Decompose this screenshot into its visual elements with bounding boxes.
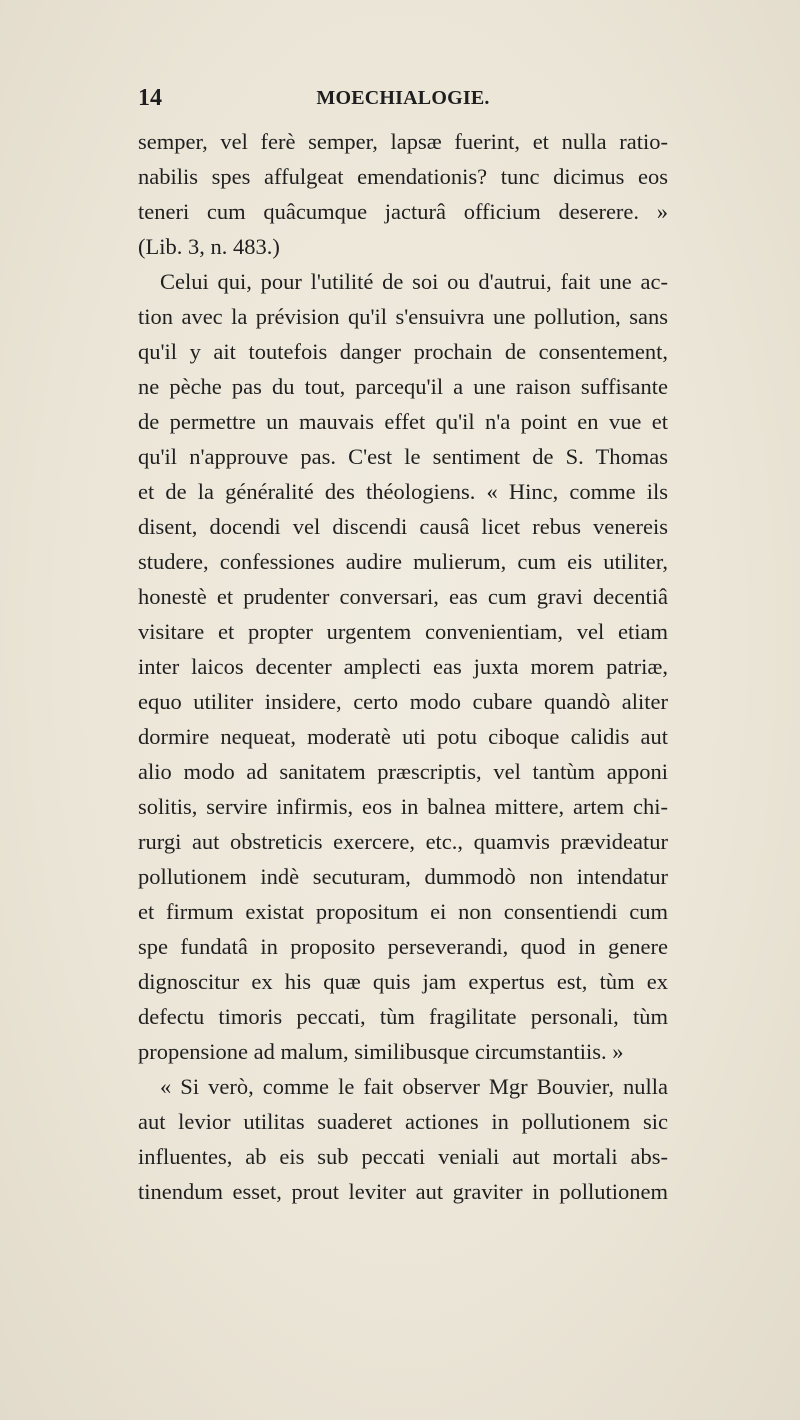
- text-line: disent, docendi vel discendi causâ licet rebus venereis: [138, 514, 668, 539]
- text-line: qu'il y ait toutefois danger prochain de consentement,: [138, 339, 668, 364]
- text-line: ne pèche pas du tout, parcequ'il a une raison suffisante: [138, 374, 668, 399]
- text-line: et firmum existat propositum ei non consentiendi cum: [138, 899, 668, 924]
- text-line: spe fundatâ in proposito perseverandi, quod in genere: [138, 934, 668, 959]
- text-line: qu'il n'approuve pas. C'est le sentiment de S. Thomas: [138, 444, 668, 469]
- text-line: equo utiliter insidere, certo modo cubare quandò aliter: [138, 689, 668, 714]
- text-line: Celui qui, pour l'utilité de soi ou d'autrui, fait une ac-: [160, 269, 668, 294]
- text-line: tinendum esset, prout leviter aut graviter in pollutionem: [138, 1179, 668, 1204]
- page-number: 14: [138, 85, 162, 111]
- text-line: de permettre un mauvais effet qu'il n'a point en vue et: [138, 409, 668, 434]
- text-line: aut levior utilitas suaderet actiones in pollutionem sic: [138, 1109, 668, 1134]
- text-line: rurgi aut obstreticis exercere, etc., quamvis prævideatur: [138, 829, 668, 854]
- text-line: semper, vel ferè semper, lapsæ fuerint, et nulla ratio-: [138, 129, 668, 154]
- body-text: [138, 124, 668, 1209]
- page-header: [138, 85, 668, 121]
- text-line: studere, confessiones audire mulierum, cum eis utiliter,: [138, 549, 668, 574]
- text-line: visitare et propter urgentem convenientiam, vel etiam: [138, 619, 668, 644]
- text-line: (Lib. 3, n. 483.): [138, 234, 280, 259]
- text-line: defectu timoris peccati, tùm fragilitate personali, tùm: [138, 1004, 668, 1029]
- text-line: nabilis spes affulgeat emendationis? tunc dicimus eos: [138, 164, 668, 189]
- text-line: solitis, servire infirmis, eos in balnea mittere, artem chi-: [138, 794, 668, 819]
- text-line: tion avec la prévision qu'il s'ensuivra une pollution, sans: [138, 304, 668, 329]
- running-head: MOECHIALOGIE.: [316, 87, 490, 109]
- text-line: « Si verò, comme le fait observer Mgr Bouvier, nulla: [160, 1074, 668, 1099]
- text-line: teneri cum quâcumque jacturâ officium deserere. »: [138, 199, 668, 224]
- text-line: alio modo ad sanitatem præscriptis, vel tantùm apponi: [138, 759, 668, 784]
- text-line: inter laicos decenter amplecti eas juxta morem patriæ,: [138, 654, 668, 679]
- text-line: pollutionem indè secuturam, dummodò non intendatur: [138, 864, 668, 889]
- text-line: dormire nequeat, moderatè uti potu ciboque calidis aut: [138, 724, 668, 749]
- text-line: honestè et prudenter conversari, eas cum gravi decentiâ: [138, 584, 668, 609]
- text-line: influentes, ab eis sub peccati veniali aut mortali abs-: [138, 1144, 668, 1169]
- text-line: propensione ad malum, similibusque circumstantiis. »: [138, 1039, 624, 1064]
- text-line: et de la généralité des théologiens. « Hinc, comme ils: [138, 479, 668, 504]
- text-line: dignoscitur ex his quæ quis jam expertus est, tùm ex: [138, 969, 668, 994]
